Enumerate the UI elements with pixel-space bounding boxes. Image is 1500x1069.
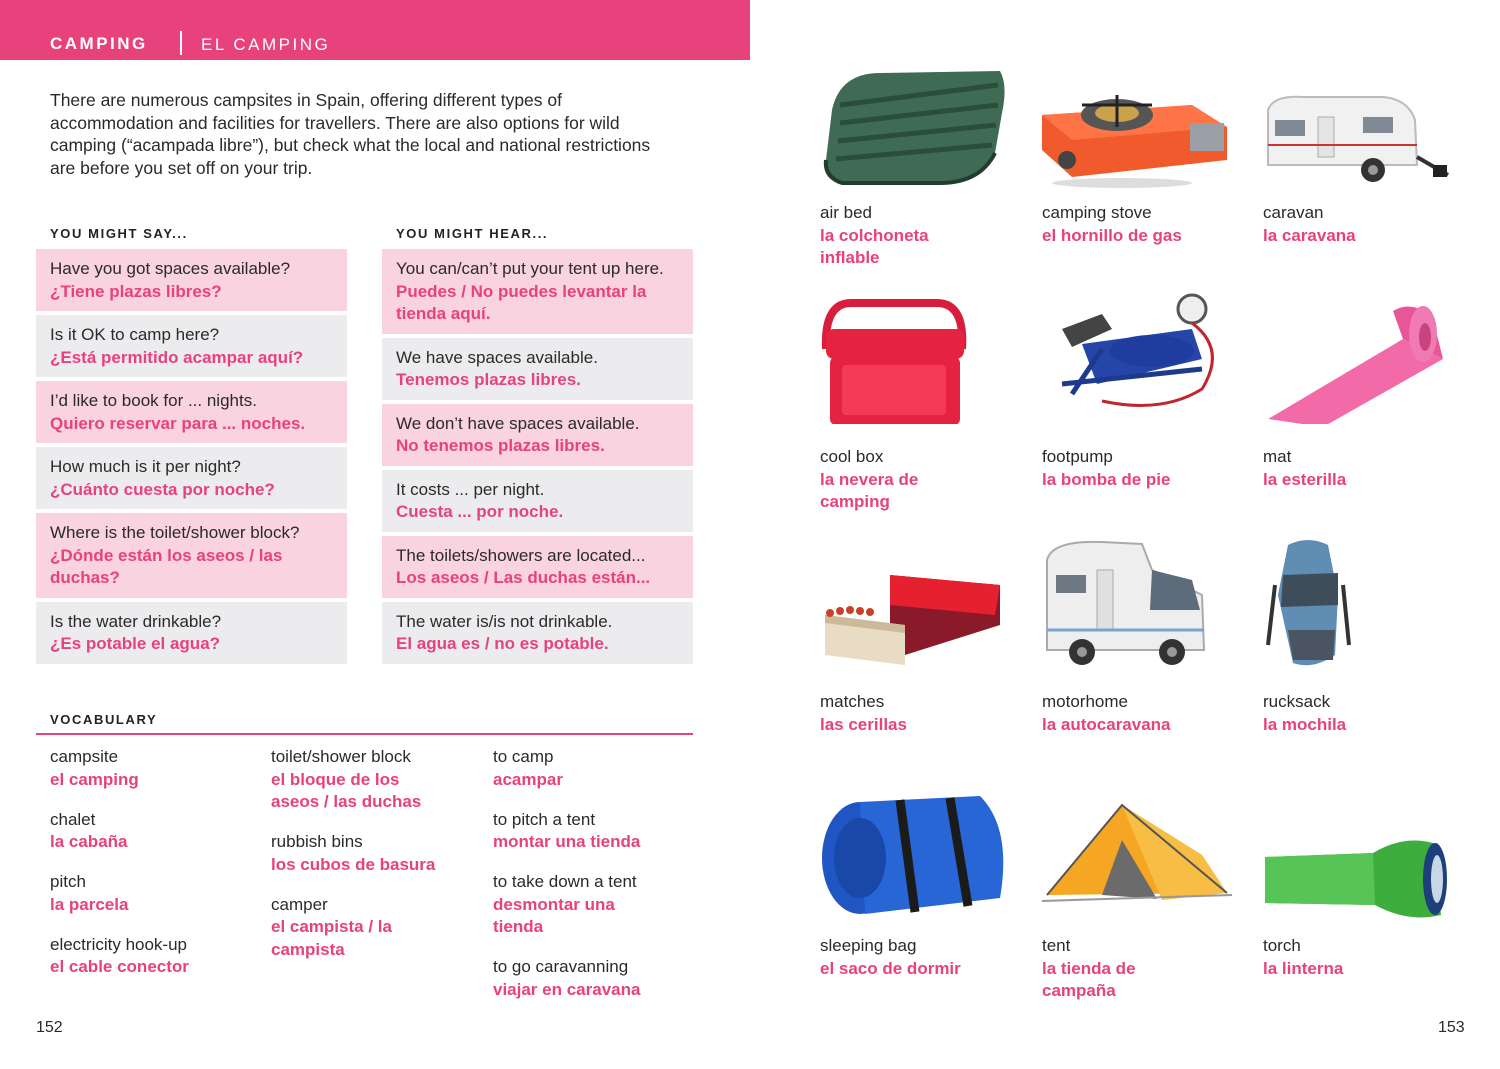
vocab-entry xyxy=(50,809,265,854)
picture-spanish: la linterna xyxy=(1263,958,1344,978)
vocab-entry xyxy=(50,934,265,979)
vocab-english: toilet/shower block xyxy=(271,747,411,766)
phrase-box xyxy=(382,470,693,532)
mat-icon xyxy=(1263,299,1453,424)
phrase-spanish: El agua es / no es potable. xyxy=(396,634,609,653)
phrase-box xyxy=(382,536,693,598)
phrase-english: The water is/is not drinkable. xyxy=(396,611,613,631)
vocab-spanish: desmontar una tienda xyxy=(493,894,615,936)
picture-caption xyxy=(820,691,1020,736)
tent-icon xyxy=(1042,795,1232,920)
phrase-english: Where is the toilet/shower block? xyxy=(50,523,300,542)
phrase-box xyxy=(36,249,347,311)
vocab-spanish: los cubos de basura xyxy=(271,854,436,874)
camping-stove-icon xyxy=(1042,65,1232,190)
picture-english: air bed xyxy=(820,203,872,222)
phrase-box xyxy=(36,602,347,664)
phrase-english: We don’t have spaces available. xyxy=(396,413,640,433)
vocab-english: to go caravanning xyxy=(493,957,629,976)
vocabulary-column xyxy=(271,746,456,979)
vocab-english: pitch xyxy=(50,872,86,891)
picture-english: rucksack xyxy=(1263,692,1331,711)
phrase-spanish: Los aseos / Las duchas están... xyxy=(396,568,651,587)
picture-caption xyxy=(820,935,1020,980)
vocabulary-heading: VOCABULARY xyxy=(50,712,158,727)
phrase-box xyxy=(36,381,347,443)
picture-spanish: la mochila xyxy=(1263,714,1347,734)
vocab-spanish: el camping xyxy=(50,769,139,789)
vocabulary-column xyxy=(493,746,683,1019)
phrase-spanish: Cuesta ... por noche. xyxy=(396,502,564,521)
phrase-english: It costs ... per night. xyxy=(396,479,545,499)
you-might-say-heading: YOU MIGHT SAY... xyxy=(50,226,188,241)
picture-spanish: la autocaravana xyxy=(1042,714,1171,734)
vocab-english: to take down a tent xyxy=(493,872,637,891)
phrase-spanish: ¿Es potable el agua? xyxy=(50,634,221,653)
picture-caption xyxy=(1263,935,1463,980)
picture-caption xyxy=(1263,446,1463,491)
picture-spanish: las cerillas xyxy=(820,714,907,734)
you-might-hear-heading: YOU MIGHT HEAR... xyxy=(396,226,549,241)
you-might-hear-list xyxy=(382,249,693,668)
phrase-spanish: Quiero reservar para ... noches. xyxy=(50,413,306,433)
phrase-box xyxy=(382,338,693,400)
phrase-box xyxy=(382,404,693,466)
phrase-english: I’d like to book for ... nights. xyxy=(50,391,257,410)
vocab-english: rubbish bins xyxy=(271,832,363,851)
vocab-entry xyxy=(493,746,683,791)
phrase-english: Is the water drinkable? xyxy=(50,611,222,631)
phrase-box xyxy=(36,315,347,377)
vocab-english: chalet xyxy=(50,809,96,829)
picture-caption xyxy=(1263,202,1463,247)
picture-english: tent xyxy=(1042,936,1071,955)
phrase-box xyxy=(382,602,693,664)
picture-caption xyxy=(1042,202,1242,247)
picture-spanish: la colchoneta inflable xyxy=(820,225,929,267)
picture-caption xyxy=(1042,691,1242,736)
rucksack-icon xyxy=(1263,535,1353,675)
picture-english: torch xyxy=(1263,936,1301,955)
cool-box-icon xyxy=(820,299,1010,424)
vocab-entry xyxy=(50,871,265,916)
you-might-say-list xyxy=(36,249,347,668)
page-number-left: 152 xyxy=(36,1019,63,1036)
header-subtitle: EL CAMPING xyxy=(201,35,331,54)
phrase-english: Have you got spaces available? xyxy=(50,259,291,278)
vocab-english: electricity hook-up xyxy=(50,934,188,954)
phrase-box xyxy=(382,249,693,334)
vocab-entry xyxy=(50,746,265,791)
header-band xyxy=(0,0,750,60)
page-number-right: 153 xyxy=(1438,1019,1465,1036)
vocab-entry xyxy=(271,831,456,876)
picture-english: camping stove xyxy=(1042,203,1152,222)
vocab-entry xyxy=(271,746,456,814)
phrase-spanish: ¿Tiene plazas libres? xyxy=(50,281,222,301)
phrase-english: The toilets/showers are located... xyxy=(396,545,646,565)
vocab-spanish: la cabaña xyxy=(50,832,128,851)
vocab-spanish: el bloque de los aseos / las duchas xyxy=(271,769,422,811)
vocab-english: to camp xyxy=(493,747,554,766)
picture-english: footpump xyxy=(1042,447,1113,466)
vocab-entry xyxy=(493,956,683,1001)
phrase-english: How much is it per night? xyxy=(50,457,241,476)
vocab-english: campsite xyxy=(50,747,119,766)
vocab-english: to pitch a tent xyxy=(493,809,596,829)
picture-caption xyxy=(820,446,1020,514)
picture-english: caravan xyxy=(1263,203,1324,222)
picture-spanish: el saco de dormir xyxy=(820,958,961,978)
intro-paragraph: There are numerous campsites in Spain, offering different types of accommodation and facilities for travellers. There are also options for wild camping (“acampada libre”), but check what the local and national restrictions are before you set off on your trip. xyxy=(50,90,651,178)
phrase-spanish: ¿Está permitido acampar aquí? xyxy=(50,347,304,367)
vocab-spanish: montar una tienda xyxy=(493,832,641,851)
vocab-spanish: el campista / la campista xyxy=(271,917,392,959)
vocab-spanish: el cable conector xyxy=(50,957,189,976)
phrase-box xyxy=(36,513,347,598)
phrase-spanish: ¿Dónde están los aseos / las duchas? xyxy=(50,545,283,587)
picture-english: mat xyxy=(1263,447,1292,466)
picture-english: matches xyxy=(820,692,885,711)
phrase-box xyxy=(36,447,347,509)
picture-caption xyxy=(820,202,1020,270)
picture-spanish: el hornillo de gas xyxy=(1042,225,1182,245)
vocab-entry xyxy=(493,809,683,854)
torch-icon xyxy=(1263,835,1453,925)
matches-icon xyxy=(820,555,1010,680)
picture-spanish: la esterilla xyxy=(1263,469,1347,489)
header-title: CAMPING xyxy=(50,34,148,53)
picture-english: sleeping bag xyxy=(820,936,917,955)
phrase-spanish: Tenemos plazas libres. xyxy=(396,370,581,389)
picture-spanish: la tienda de campaña xyxy=(1042,958,1136,1000)
picture-caption xyxy=(1042,935,1242,1003)
caravan-icon xyxy=(1263,65,1453,190)
vocab-english: camper xyxy=(271,894,328,914)
picture-spanish: la bomba de pie xyxy=(1042,469,1171,489)
picture-caption xyxy=(1042,446,1242,491)
phrase-spanish: ¿Cuánto cuesta por noche? xyxy=(50,479,275,499)
phrase-spanish: Puedes / No puedes levantar la tienda aquí. xyxy=(396,281,647,323)
phrase-spanish: No tenemos plazas libres. xyxy=(396,436,605,455)
picture-spanish: la caravana xyxy=(1263,225,1356,245)
footpump-icon xyxy=(1042,289,1232,414)
vocab-entry xyxy=(493,871,683,939)
vocab-spanish: la parcela xyxy=(50,894,129,914)
phrase-english: You can/can’t put your tent up here. xyxy=(396,259,664,278)
picture-english: cool box xyxy=(820,447,884,466)
right-page xyxy=(750,0,1500,1069)
header-divider xyxy=(180,31,182,55)
picture-english: motorhome xyxy=(1042,692,1128,711)
sleeping-bag-icon xyxy=(820,788,1010,918)
vocab-spanish: acampar xyxy=(493,769,563,789)
motorhome-icon xyxy=(1042,540,1232,675)
vocab-spanish: viajar en caravana xyxy=(493,979,641,999)
vocab-entry xyxy=(271,894,456,962)
vocabulary-column xyxy=(50,746,265,996)
air-bed-icon xyxy=(820,65,1010,190)
phrase-english: Is it OK to camp here? xyxy=(50,325,220,344)
picture-spanish: la nevera de camping xyxy=(820,469,919,511)
vocabulary-divider xyxy=(36,733,693,735)
phrase-english: We have spaces available. xyxy=(396,347,598,367)
picture-caption xyxy=(1263,691,1463,736)
